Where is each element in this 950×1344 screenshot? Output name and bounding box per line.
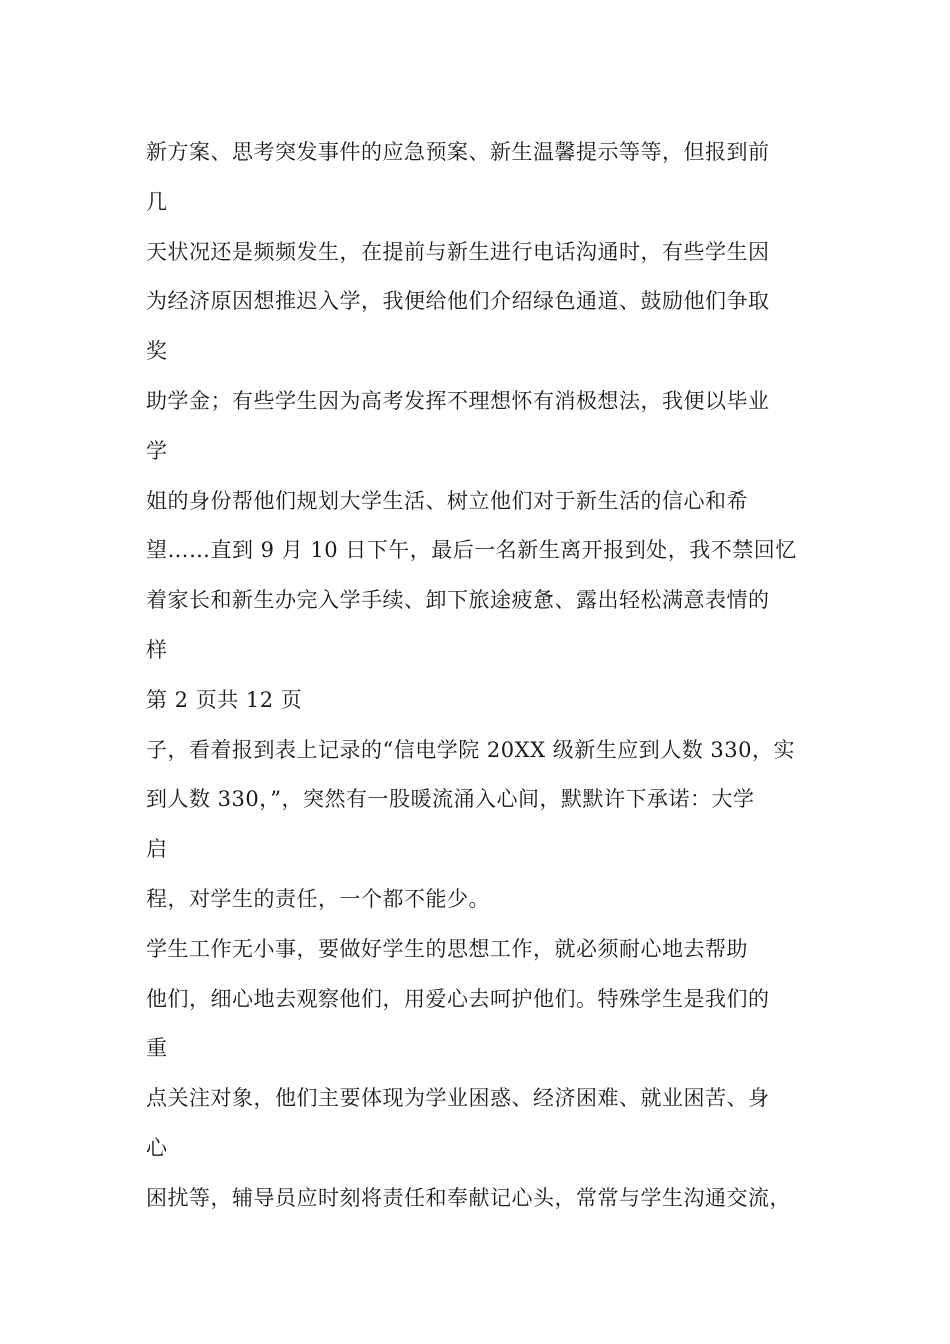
- text-line: 样: [146, 637, 168, 662]
- text-line: 心: [146, 1135, 168, 1160]
- text-line: 新方案、思考突发事件的应急预案、新生温馨提示等等，但报到前: [146, 140, 770, 164]
- text-line: 重: [146, 1036, 168, 1061]
- text-line: 他们，细心地去观察他们，用爱心去呵护他们。特殊学生是我们的: [146, 986, 770, 1011]
- text-line: 学生工作无小事，要做好学生的思想工作，就必须耐心地去帮助: [146, 936, 748, 961]
- page-number: 第 2 页共 12 页: [146, 687, 303, 712]
- text-line: 到人数 330，”，突然有一股暖流涌入心间，默默许下承诺：大学: [146, 787, 755, 812]
- text-line: 子，看着报到表上记录的“信电学院 20XX 级新生应到人数 330，实: [146, 737, 795, 762]
- text-line: 点关注对象，他们主要体现为学业困惑、经济困难、就业困苦、身: [146, 1086, 770, 1111]
- text-line: 困扰等，辅导员应时刻将责任和奉献记心头，常常与学生沟通交流，: [146, 1185, 791, 1210]
- text-line: 奖: [146, 339, 168, 364]
- document-body: [146, 128, 826, 1224]
- text-line: 程，对学生的责任，一个都不能少。: [146, 886, 490, 911]
- text-line: 着家长和新生办完入学手续、卸下旅途疲惫、露出轻松满意表情的: [146, 588, 770, 613]
- text-line: 助学金；有些学生因为高考发挥不理想怀有消极想法，我便以毕业: [146, 388, 770, 413]
- text-line: 望……直到 9 月 10 日下午，最后一名新生离开报到处，我不禁回忆: [146, 538, 797, 563]
- text-line: 为经济原因想推迟入学，我便给他们介绍绿色通道、鼓励他们争取: [146, 289, 770, 314]
- text-line: 天状况还是频频发生，在提前与新生进行电话沟通时，有些学生因: [146, 239, 770, 264]
- text-line: 启: [146, 837, 168, 862]
- text-line: 学: [146, 438, 168, 463]
- text-line: 姐的身份帮他们规划大学生活、树立他们对于新生活的信心和希: [146, 488, 748, 513]
- text-line: 几: [146, 189, 168, 214]
